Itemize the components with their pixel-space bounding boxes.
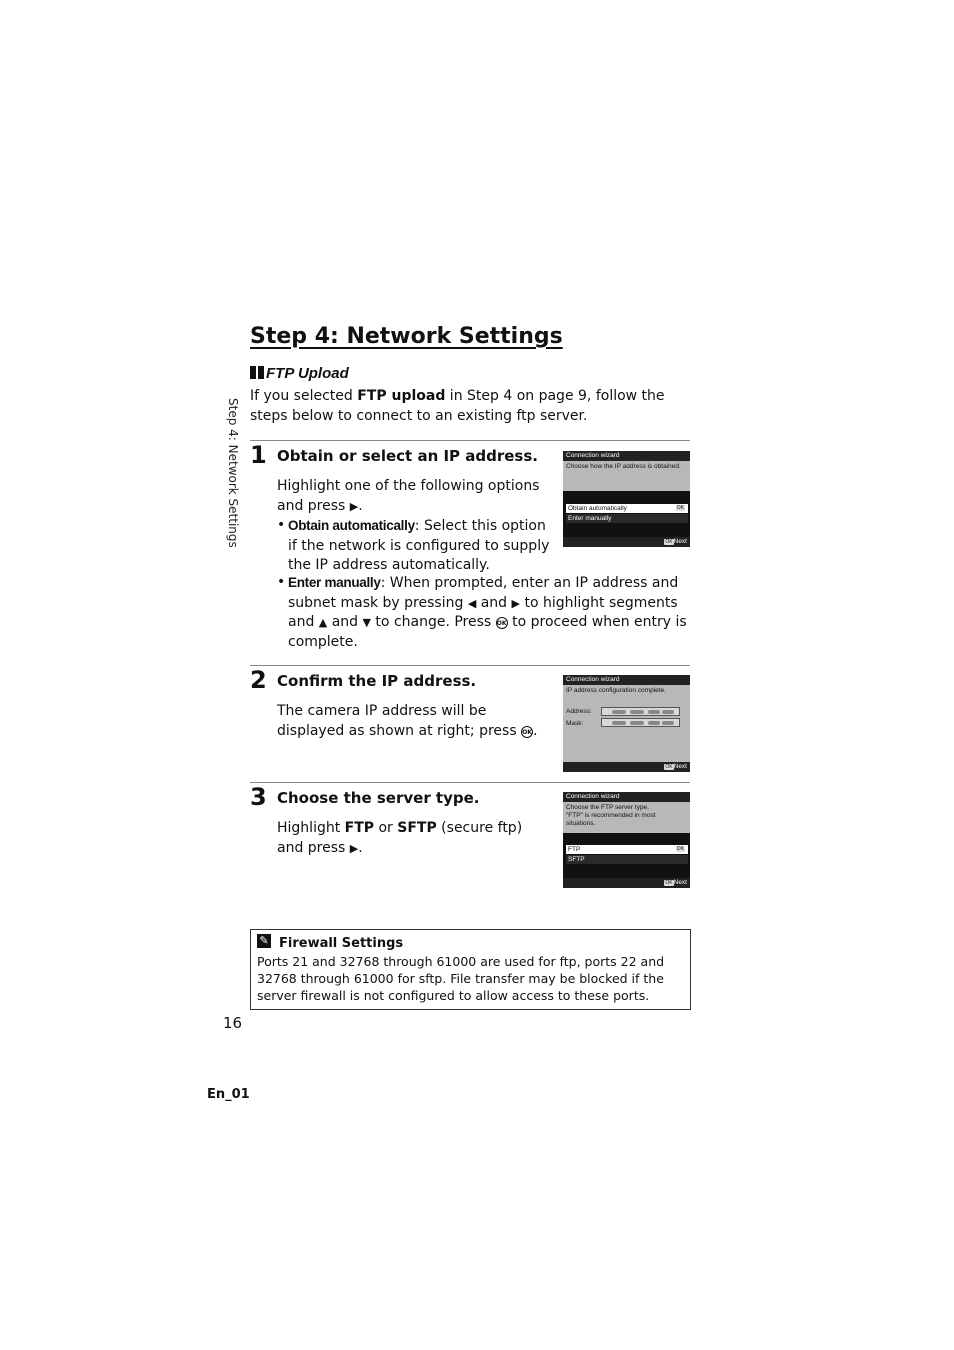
screen-option-label: FTP: [568, 846, 581, 853]
step-bold: FTP: [344, 820, 375, 836]
step-text: .: [358, 497, 363, 514]
screen-footer-label: Next: [673, 879, 687, 886]
right-arrow-icon: ▶: [511, 596, 520, 610]
firewall-note: [250, 929, 691, 1010]
blurred-segment: [612, 710, 626, 714]
step-text: or: [374, 820, 398, 836]
screen-footer-label: Next: [673, 538, 687, 545]
blurred-segment: [630, 710, 644, 714]
step-number: 2: [250, 666, 267, 694]
blurred-segment: [630, 721, 644, 725]
screen-header: Connection wizard: [563, 792, 690, 802]
screen-footer-label: Next: [673, 763, 687, 770]
page-title: Step 4: Network Settings: [250, 324, 563, 349]
blurred-segment: [648, 710, 660, 714]
section-heading-text: FTP Upload: [266, 365, 349, 382]
side-running-label: Step 4: Network Settings: [226, 398, 240, 548]
blurred-segment: [648, 721, 660, 725]
screen-option: SFTP: [566, 855, 688, 864]
document-code: En_01: [207, 1087, 250, 1102]
step-text: .: [358, 839, 363, 856]
mask-field: [601, 718, 680, 727]
bullet-icon: •: [277, 574, 286, 590]
screen-message: IP address configuration complete.: [566, 687, 666, 694]
ok-badge-icon: OK: [676, 505, 684, 511]
screen-message: Choose the FTP server type. "FTP" is recommended in most situations.: [566, 804, 656, 827]
bullet-desc: to change. Press: [370, 614, 496, 630]
step-body: [277, 702, 552, 741]
bullet-icon: •: [277, 517, 286, 533]
step-text: Highlight one of the following options and press: [277, 478, 540, 514]
section-heading: [250, 365, 349, 382]
step-bold: SFTP: [397, 820, 437, 836]
step-text: .: [533, 722, 538, 739]
down-arrow-icon: ▼: [362, 616, 371, 629]
intro-text: in Step 4 on page 9, follow the steps below to connect to an existing ftp server.: [250, 388, 665, 424]
camera-screen-ip: [563, 451, 690, 547]
bullet-desc: to highlight segments and: [288, 594, 678, 630]
note-title: Firewall Settings: [279, 936, 404, 951]
screen-option: Enter manually: [566, 514, 688, 523]
bullet-text: [288, 516, 551, 576]
step-title: Confirm the IP address.: [277, 672, 477, 690]
up-arrow-icon: ▲: [318, 616, 328, 629]
screen-footer: [563, 537, 690, 547]
step-number: 1: [250, 441, 267, 469]
bullet-desc: and: [476, 594, 512, 611]
bullet-term: Enter manually: [288, 575, 381, 590]
blurred-segment: [662, 710, 674, 714]
section-marker-icon: [250, 366, 256, 379]
address-label: Address:: [566, 708, 592, 715]
bullet-desc: and: [327, 614, 363, 630]
ok-badge-icon: OK: [665, 764, 673, 770]
divider: [250, 665, 690, 666]
ok-badge-icon: OK: [665, 880, 673, 886]
screen-option-label: Obtain automatically: [568, 505, 627, 512]
ok-button-icon: OK: [521, 726, 533, 738]
bullet-desc: : Select this option if the network is configured to supply the IP address automatically.: [288, 518, 550, 573]
camera-screen-confirm: [563, 675, 690, 772]
screen-header: Connection wizard: [563, 451, 690, 461]
pencil-note-icon: ✎: [257, 934, 271, 948]
blurred-segment: [612, 721, 626, 725]
camera-screen-server: [563, 792, 690, 888]
bullet-term: Obtain automatically: [288, 518, 415, 533]
screen-footer: [563, 762, 690, 772]
screen-option-selected: [566, 845, 688, 854]
divider: [250, 782, 690, 783]
left-arrow-icon: ◀: [467, 596, 477, 610]
mask-label: Mask:: [566, 720, 584, 727]
screen-option-selected: [566, 504, 688, 513]
step-number: 3: [250, 783, 267, 811]
step-title: Obtain or select an IP address.: [277, 447, 538, 465]
page-number: 16: [223, 1014, 243, 1032]
screen-footer: [563, 878, 690, 888]
address-field: [601, 707, 680, 716]
ok-button-icon: OK: [496, 617, 508, 629]
ok-badge-icon: OK: [676, 846, 684, 852]
screen-message: Choose how the IP address is obtained.: [566, 463, 681, 470]
step-title: Choose the server type.: [277, 789, 480, 807]
step-text: Highlight: [277, 820, 345, 836]
step-body: [277, 477, 547, 516]
blurred-segment: [662, 721, 674, 725]
note-body: Ports 21 and 32768 through 61000 are used for ftp, ports 22 and 32768 through 61000 for sftp. File transfer may be blocked if the server firewall is not configured to allow access to these ports.: [257, 954, 665, 1003]
intro-text: If you selected: [250, 388, 358, 404]
bullet-text: [288, 573, 688, 652]
right-arrow-icon: ▶: [349, 499, 359, 513]
bullet-desc: : When prompted, enter an IP address and subnet mask by pressing: [288, 575, 679, 611]
intro-bold: FTP upload: [357, 388, 446, 404]
step-text: (secure ftp) and press: [277, 820, 523, 856]
screen-header: Connection wizard: [563, 675, 690, 685]
step-body: [277, 819, 552, 858]
right-arrow-icon: ▶: [349, 841, 359, 855]
intro-paragraph: [250, 387, 690, 426]
ok-badge-icon: OK: [665, 539, 673, 545]
step-text: The camera IP address will be displayed as shown at right; press: [277, 703, 522, 739]
section-marker-icon: [258, 366, 264, 379]
divider: [250, 440, 690, 441]
bullet-desc: to proceed when entry is complete.: [288, 614, 687, 650]
